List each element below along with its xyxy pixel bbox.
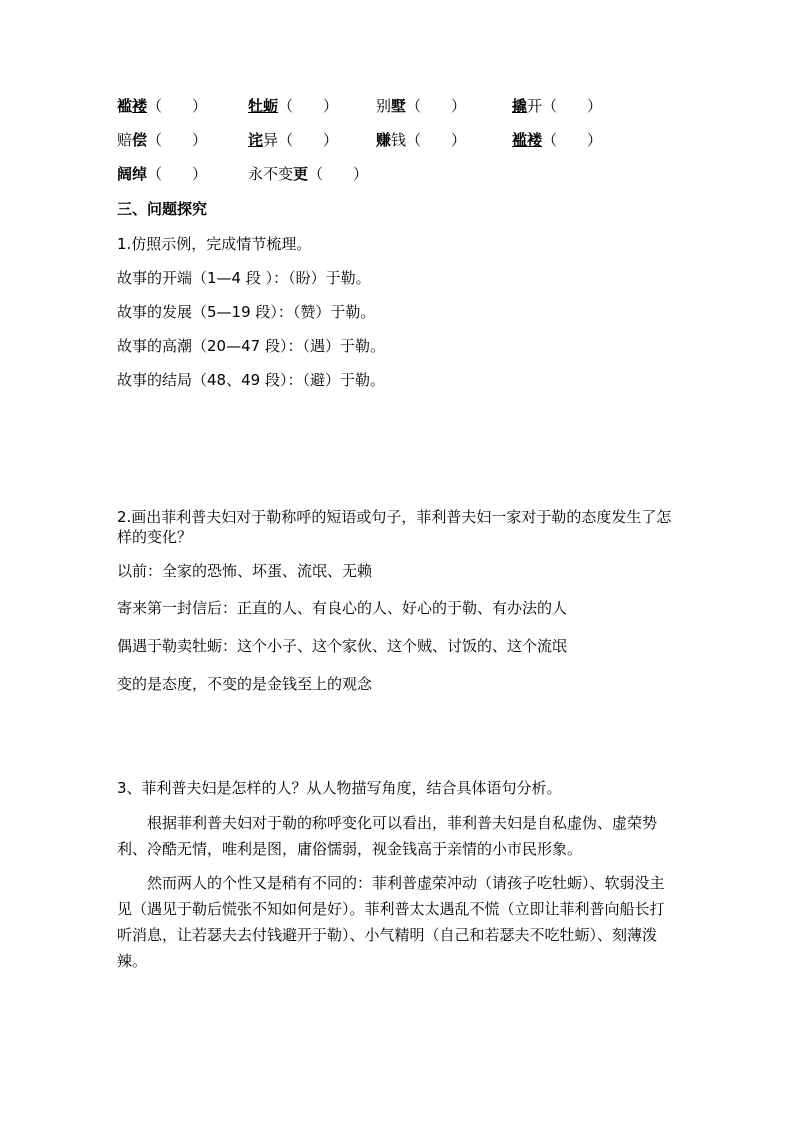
question-1: 1.仿照示例，完成情节梳理。 bbox=[117, 235, 312, 253]
answer-line-2: 寄来第一封信后：正直的人、有良心的人、好心的于勒、有办法的人 bbox=[117, 599, 568, 617]
vocab-blank: 异（ ） bbox=[263, 131, 339, 149]
vocab-plain-char: 别 bbox=[376, 97, 392, 115]
vocab-item-r2c4 bbox=[512, 130, 602, 150]
plot-line-1: 故事的开端（1—4 段 ）：（盼）于勒。 bbox=[117, 269, 371, 287]
vocab-item-r1c4 bbox=[512, 96, 602, 116]
question-3: 3、菲利普夫妇是怎样的人？从人物描写角度，结合具体语句分析。 bbox=[117, 779, 562, 797]
vocab-item-r1c2 bbox=[248, 96, 338, 116]
vocab-bold-word: 阔绰 bbox=[117, 165, 148, 183]
answer-line-1: 以前：全家的恐怖、坏蛋、流氓、无赖 bbox=[117, 562, 373, 580]
vocab-item-r2c1 bbox=[117, 130, 207, 150]
vocab-plain-word: 永不变 bbox=[248, 165, 294, 183]
vocab-bold-char: 偿 bbox=[132, 131, 148, 149]
vocab-blank: 开（ ） bbox=[527, 97, 603, 115]
answer-line-4: 变的是态度，不变的是金钱至上的观念 bbox=[117, 675, 373, 693]
question-2: 2.画出菲利普夫妇对于勒称呼的短语或句子，菲利普夫妇一家对于勒的态度发生了怎样的变化？ bbox=[117, 508, 672, 546]
vocab-blank: （ ） bbox=[147, 131, 208, 149]
vocab-item-r3c2 bbox=[248, 164, 368, 184]
vocab-underlined-word: 褴褛 bbox=[512, 131, 543, 149]
vocab-underlined-char: 撬 bbox=[512, 97, 528, 115]
analysis-paragraph-1: 根据菲利普夫妇对于勒的称呼变化可以看出，菲利普夫妇是自私虚伪、虚荣势利、冷酷无情，唯利是图，庸俗懦弱，视金钱高于亲情的小市民形象。 bbox=[117, 814, 658, 858]
vocab-blank: （ ） bbox=[147, 97, 208, 115]
vocab-item-r2c2 bbox=[248, 130, 338, 150]
vocab-underlined-char: 褛 bbox=[132, 97, 148, 115]
vocab-item-r1c3 bbox=[376, 96, 466, 116]
vocab-bold-char: 墅 bbox=[391, 97, 407, 115]
vocab-item-r1c1 bbox=[117, 96, 207, 116]
plot-line-4: 故事的结局（48、49 段）：（避）于勒。 bbox=[117, 371, 385, 389]
plot-line-2: 故事的发展（5—19 段）：（赞）于勒。 bbox=[117, 303, 376, 321]
vocab-bold-char: 更 bbox=[293, 165, 309, 183]
answer-line-3: 偶遇于勒卖牡蛎：这个小子、这个家伙、这个贼、讨饭的、这个流氓 bbox=[117, 637, 568, 655]
vocab-bold-char: 赚 bbox=[376, 131, 392, 149]
plot-line-3: 故事的高潮（20—47 段）：（遇）于勒。 bbox=[117, 337, 385, 355]
vocab-blank: 钱（ ） bbox=[391, 131, 467, 149]
vocab-plain-char: 赔 bbox=[117, 131, 133, 149]
vocab-blank: （ ） bbox=[406, 97, 467, 115]
vocab-underlined-char: 诧 bbox=[248, 131, 264, 149]
vocab-item-r2c3 bbox=[376, 130, 466, 150]
vocab-underlined-word: 牡蛎 bbox=[248, 97, 279, 115]
vocab-item-r3c1 bbox=[117, 164, 207, 184]
vocab-bold-char: 褴 bbox=[117, 97, 133, 115]
vocab-blank: （ ） bbox=[147, 165, 208, 183]
analysis-paragraph-2: 然而两人的个性又是稍有不同的：菲利普虚荣冲动（请孩子吃牡蛎）、软弱没主见（遇见于勒后慌张不知如何是好）。菲利普太太遇乱不慌（立即让菲利普向船长打听消息，让若瑟夫去付钱避开于勒）、小气精明（自己和若瑟夫不吃牡蛎）、刻薄泼辣。 bbox=[117, 874, 665, 970]
vocab-blank: （ ） bbox=[278, 97, 339, 115]
vocab-blank: （ ） bbox=[308, 165, 369, 183]
section-heading: 三、问题探究 bbox=[117, 200, 208, 218]
vocab-blank: （ ） bbox=[542, 131, 603, 149]
